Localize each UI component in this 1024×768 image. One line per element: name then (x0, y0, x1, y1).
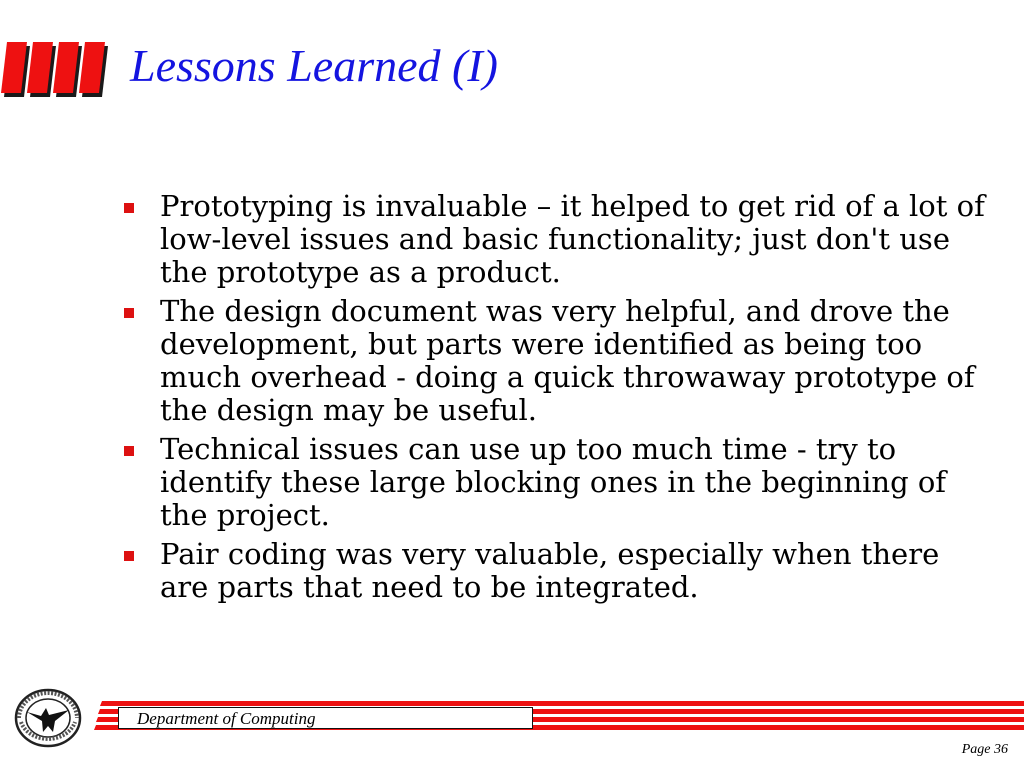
bullet-square-icon (124, 446, 134, 456)
bullet-square-icon (124, 308, 134, 318)
bullet-text: Prototyping is invaluable – it helped to get rid of a lot of low-level issues and basic functionality; just don't use the prototype as a product. (160, 189, 985, 289)
bullet-text: Pair coding was very valuable, especially when there are parts that need to be integrated. (160, 537, 940, 604)
page-number: Page 36 (961, 742, 1008, 757)
bullet-square-icon (124, 203, 134, 213)
bullet-square-icon (124, 551, 134, 561)
department-box (118, 707, 533, 729)
department-label: Department of Computing (137, 709, 316, 728)
university-seal-icon (13, 688, 83, 748)
bullet-item (124, 295, 994, 427)
slide-title: Lessons Learned (I) (130, 40, 498, 91)
bullet-item (124, 433, 994, 532)
bullet-item (124, 538, 994, 604)
bullet-list (124, 190, 994, 610)
bullet-item (124, 190, 994, 289)
bullet-text: The design document was very helpful, and drove the development, but parts were identified as being too much overhead - doing a quick throwaway prototype of the design may be useful. (160, 294, 975, 427)
title-bars-icon (0, 40, 112, 100)
bullet-text: Technical issues can use up too much time - try to identify these large blocking ones in the beginning of the project. (160, 432, 947, 532)
